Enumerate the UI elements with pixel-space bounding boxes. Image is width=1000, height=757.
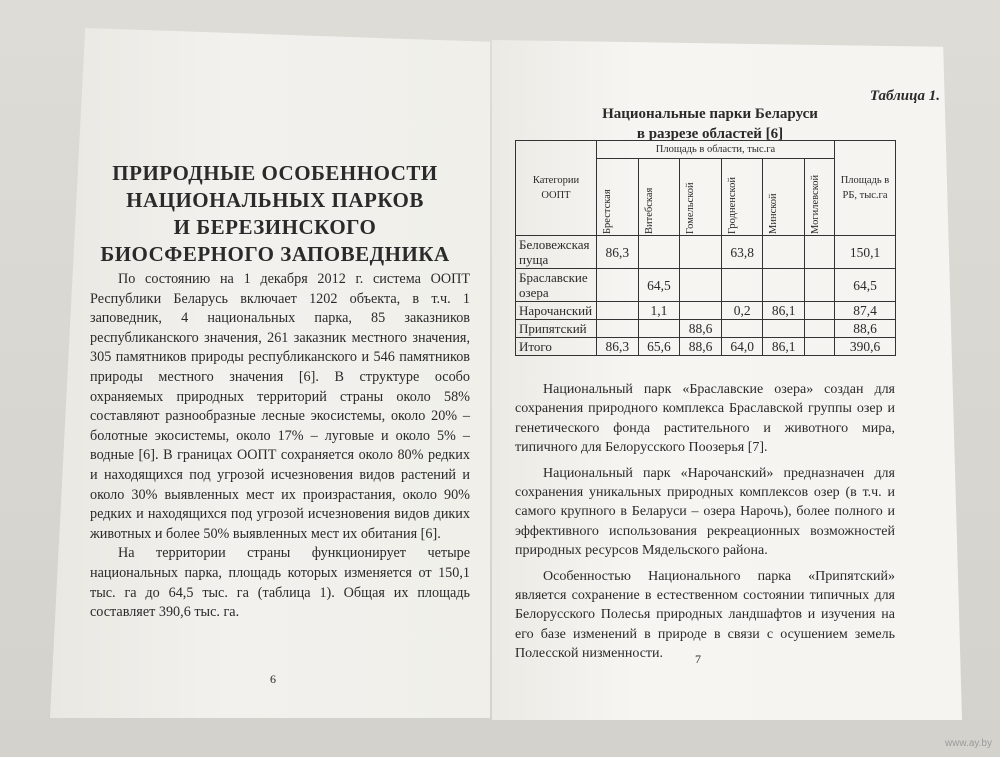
cell (680, 302, 722, 320)
cell (680, 269, 722, 302)
title-line: ПРИРОДНЫЕ ОСОБЕННОСТИ (112, 161, 438, 185)
cell (638, 236, 680, 269)
table-row (516, 269, 896, 302)
table-label: Таблица 1. (869, 88, 940, 104)
cell (805, 302, 835, 320)
cell: 86,1 (763, 302, 805, 320)
cell (638, 320, 680, 338)
cell-total: 88,6 (835, 320, 896, 338)
cell-total: 64,5 (835, 269, 896, 302)
cell (763, 236, 805, 269)
cell (597, 269, 639, 302)
row-name: Итого (516, 338, 597, 356)
cell: 86,3 (597, 338, 639, 356)
left-body-text (90, 270, 470, 623)
cell (805, 320, 835, 338)
cell (763, 269, 805, 302)
title-line: НАЦИОНАЛЬНЫХ ПАРКОВ (126, 188, 424, 212)
header-region (638, 159, 680, 236)
paragraph: На территории страны функционирует четыре национальных парка, площадь которых изменяется от 150,1 тыс. га до 64,5 тыс. га (таблица 1). Общая их площадь составляет 390,6 тыс. га. (90, 545, 470, 621)
chapter-title (95, 160, 455, 268)
header-region-label: Минской (768, 193, 780, 234)
cell (597, 320, 639, 338)
parks-table (515, 140, 896, 356)
header-region-label: Гомельской (685, 182, 697, 234)
row-name: Браславские озера (516, 269, 597, 302)
table-title (560, 104, 860, 144)
table-row (516, 302, 896, 320)
cell (597, 302, 639, 320)
paragraph: Национальный парк «Нарочанский» предназначен для сохранения уникальных природных комплексов озер (в т.ч. и самого крупного в Беларуси – озера Нарочь), более полного и эффективного использования рекреационных возможностей природных ресурсов Мядельского района. (515, 465, 895, 559)
row-name: Беловежская пуща (516, 236, 597, 269)
table-row (516, 338, 896, 356)
cell-total: 150,1 (835, 236, 896, 269)
table-title-line: Национальные парки Беларуси (602, 106, 818, 122)
cell: 86,1 (763, 338, 805, 356)
header-region-label: Гродненской (726, 177, 738, 234)
page-number-left: 6 (270, 672, 276, 686)
header-region (763, 159, 805, 236)
header-category: Категории ООПТ (516, 141, 597, 236)
cell: 63,8 (721, 236, 763, 269)
watermark: www.ay.by (944, 738, 992, 749)
header-region (721, 159, 763, 236)
header-region-label: Витебская (643, 187, 655, 234)
row-name: Припятский (516, 320, 597, 338)
cell-total: 87,4 (835, 302, 896, 320)
cell (680, 236, 722, 269)
cell: 1,1 (638, 302, 680, 320)
paragraph: По состоянию на 1 декабря 2012 г. система ООПТ Республики Беларусь включает 1202 объекта, в т.ч. 1 заповедник, 4 национальных парка, 85 заказников республиканского значения, 261 заказник местного значения, 305 памятников природы республиканского и 546 памятников природы местного значения [6]. В структуре особо охраняемых природных территорий страны около 58% составляют разнообразные лесные экосистемы, около 20% – болотные экосистемы, около 17% – луговые и около 5% – водные [6]. В границах ООПТ сохраняется около 80% редких и находящихся под угрозой исчезновения видов растений и около 30% выявленных мест их произрастания, около 90% редких и находящихся под угрозой исчезновения видов диких животных и более 50% выявленных мест их обитания [6]. (90, 271, 470, 542)
cell: 64,0 (721, 338, 763, 356)
table-row (516, 236, 896, 269)
page-number-right: 7 (695, 652, 701, 666)
cell: 88,6 (680, 338, 722, 356)
header-group: Площадь в области, тыс.га (597, 141, 835, 159)
header-region (805, 159, 835, 236)
paragraph: Особенностью Национального парка «Припятский» является сохранение в естественном состоянии типичных для Белорусского Полесья природных ландшафтов и изучения на его базе изменений в природе в связи с осушением земель Полесской низменности. (515, 568, 895, 662)
header-region-label: Могилевской (810, 174, 822, 234)
table-header-row (516, 141, 896, 159)
cell-total: 390,6 (835, 338, 896, 356)
cell (805, 338, 835, 356)
row-name: Нарочанский (516, 302, 597, 320)
cell: 64,5 (638, 269, 680, 302)
cell (763, 320, 805, 338)
cell (721, 269, 763, 302)
header-region (597, 159, 639, 236)
cell: 86,3 (597, 236, 639, 269)
cell (721, 320, 763, 338)
header-region (680, 159, 722, 236)
header-region-label: Брестская (602, 189, 613, 234)
cell (805, 269, 835, 302)
cell: 65,6 (638, 338, 680, 356)
header-total: Площадь в РБ, тыс.га (835, 141, 896, 236)
title-line: И БЕРЕЗИНСКОГО (173, 215, 377, 239)
title-line: БИОСФЕРНОГО ЗАПОВЕДНИКА (100, 242, 450, 266)
cell: 88,6 (680, 320, 722, 338)
right-body-text (515, 380, 895, 664)
cell (805, 236, 835, 269)
cell: 0,2 (721, 302, 763, 320)
paragraph: Национальный парк «Браславские озера» создан для сохранения природного комплекса Браславской группы озер и генетического фонда растительного и животного мира, типичного для Белорусского Поозерья [7]. (515, 382, 895, 456)
table-row (516, 320, 896, 338)
table-title-line: в разрезе областей [6] (636, 126, 784, 142)
